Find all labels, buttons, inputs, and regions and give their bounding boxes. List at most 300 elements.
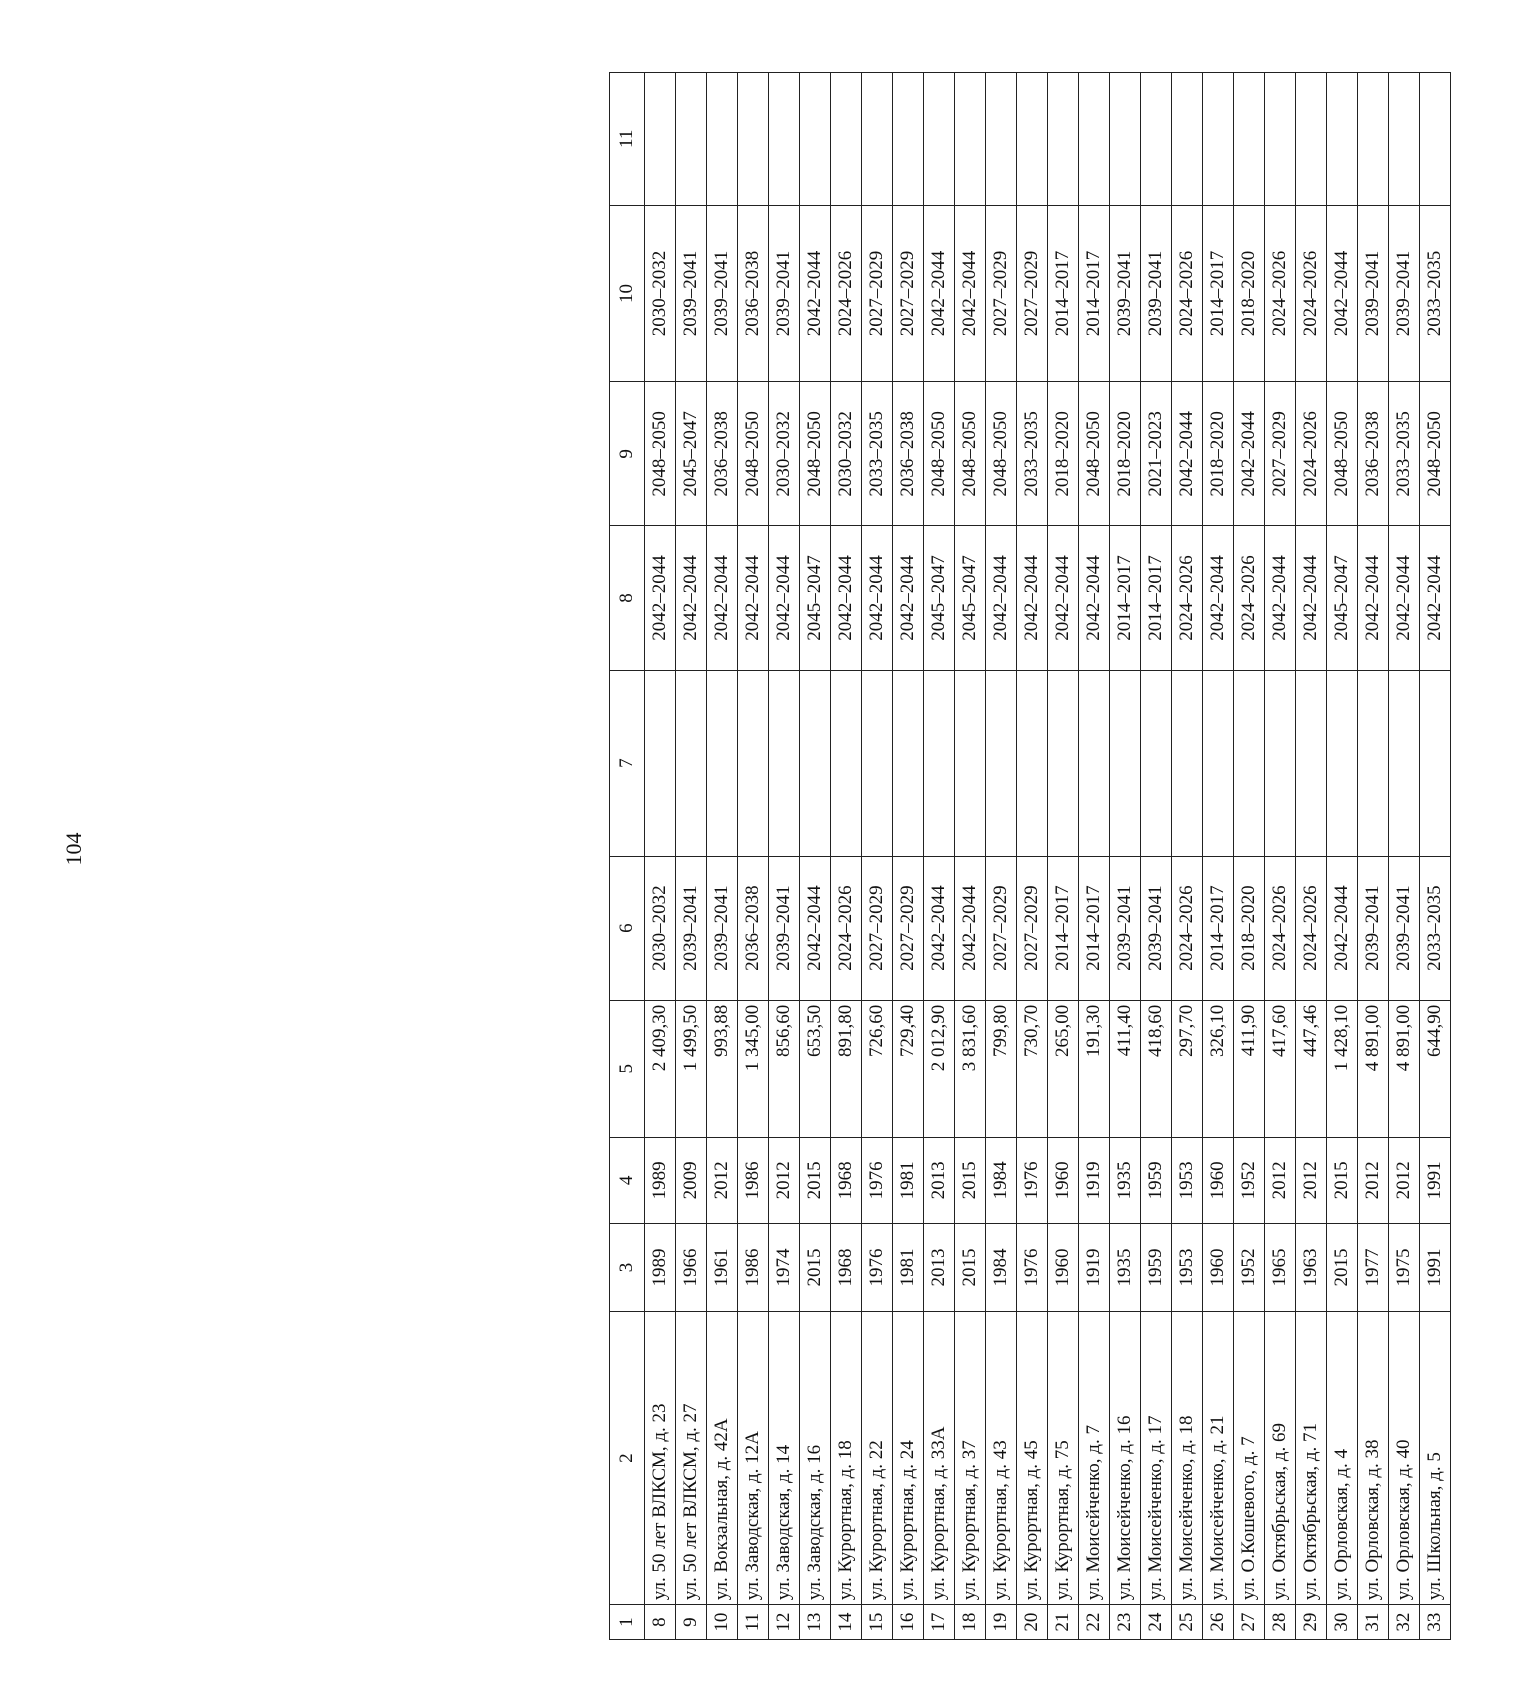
cell-address: ул. Орловская, д. 38 bbox=[1358, 1312, 1389, 1605]
table-row bbox=[1141, 73, 1172, 1640]
cell-area: 3 831,60 bbox=[955, 1000, 986, 1137]
cell-col-11 bbox=[1172, 73, 1203, 206]
cell-period-9: 2036–2038 bbox=[707, 382, 738, 526]
cell-row-number: 26 bbox=[1203, 1605, 1234, 1640]
cell-row-number: 24 bbox=[1141, 1605, 1172, 1640]
cell-period-6: 2024–2026 bbox=[1265, 856, 1296, 1000]
cell-period-9: 2042–2044 bbox=[1172, 382, 1203, 526]
cell-period-9: 2048–2050 bbox=[1079, 382, 1110, 526]
cell-year-built: 1963 bbox=[1296, 1223, 1327, 1311]
cell-period-10: 2039–2041 bbox=[1389, 205, 1420, 382]
cell-area: 1 428,10 bbox=[1327, 1000, 1358, 1137]
cell-area: 297,70 bbox=[1172, 1000, 1203, 1137]
cell-year-built: 1965 bbox=[1265, 1223, 1296, 1311]
cell-area: 2 409,30 bbox=[645, 1000, 676, 1137]
cell-year-renovated: 1919 bbox=[1079, 1137, 1110, 1223]
cell-period-10: 2042–2044 bbox=[924, 205, 955, 382]
cell-address: ул. Заводская, д. 12А bbox=[738, 1312, 769, 1605]
cell-period-8: 2042–2044 bbox=[645, 526, 676, 670]
table-row bbox=[1017, 73, 1048, 1640]
cell-year-built: 1977 bbox=[1358, 1223, 1389, 1311]
table-row bbox=[1110, 73, 1141, 1640]
cell-period-6: 2030–2032 bbox=[645, 856, 676, 1000]
column-header-8: 8 bbox=[610, 526, 645, 670]
cell-year-built: 1959 bbox=[1141, 1223, 1172, 1311]
cell-col-11 bbox=[1420, 73, 1451, 206]
cell-area: 653,50 bbox=[800, 1000, 831, 1137]
cell-col-7 bbox=[986, 670, 1017, 856]
cell-period-9: 2045–2047 bbox=[676, 382, 707, 526]
cell-period-9: 2030–2032 bbox=[831, 382, 862, 526]
header-row bbox=[610, 73, 645, 1640]
cell-period-9: 2048–2050 bbox=[955, 382, 986, 526]
cell-period-10: 2039–2041 bbox=[1110, 205, 1141, 382]
cell-period-8: 2042–2044 bbox=[707, 526, 738, 670]
cell-row-number: 8 bbox=[645, 1605, 676, 1640]
column-header-3: 3 bbox=[610, 1223, 645, 1311]
cell-area: 1 499,50 bbox=[676, 1000, 707, 1137]
cell-period-6: 2042–2044 bbox=[955, 856, 986, 1000]
cell-row-number: 25 bbox=[1172, 1605, 1203, 1640]
column-header-4: 4 bbox=[610, 1137, 645, 1223]
cell-address: ул. Курортная, д. 18 bbox=[831, 1312, 862, 1605]
cell-year-built: 1975 bbox=[1389, 1223, 1420, 1311]
cell-period-6: 2039–2041 bbox=[676, 856, 707, 1000]
cell-period-8: 2042–2044 bbox=[738, 526, 769, 670]
cell-period-9: 2048–2050 bbox=[924, 382, 955, 526]
cell-period-8: 2042–2044 bbox=[1420, 526, 1451, 670]
cell-col-11 bbox=[1079, 73, 1110, 206]
cell-period-9: 2018–2020 bbox=[1048, 382, 1079, 526]
cell-period-10: 2042–2044 bbox=[955, 205, 986, 382]
cell-period-6: 2024–2026 bbox=[831, 856, 862, 1000]
table-row bbox=[769, 73, 800, 1640]
cell-row-number: 13 bbox=[800, 1605, 831, 1640]
cell-year-built: 1991 bbox=[1420, 1223, 1451, 1311]
cell-year-built: 1989 bbox=[645, 1223, 676, 1311]
cell-period-6: 2042–2044 bbox=[800, 856, 831, 1000]
table-row bbox=[1420, 73, 1451, 1640]
cell-period-9: 2048–2050 bbox=[1420, 382, 1451, 526]
cell-period-9: 2048–2050 bbox=[738, 382, 769, 526]
cell-year-built: 1974 bbox=[769, 1223, 800, 1311]
cell-year-renovated: 1968 bbox=[831, 1137, 862, 1223]
cell-period-9: 2018–2020 bbox=[1110, 382, 1141, 526]
cell-year-built: 1986 bbox=[738, 1223, 769, 1311]
cell-area: 265,00 bbox=[1048, 1000, 1079, 1137]
cell-period-10: 2024–2026 bbox=[831, 205, 862, 382]
cell-year-renovated: 2012 bbox=[1358, 1137, 1389, 1223]
cell-col-11 bbox=[1265, 73, 1296, 206]
cell-address: ул. Моисейченко, д. 7 bbox=[1079, 1312, 1110, 1605]
cell-year-built: 1966 bbox=[676, 1223, 707, 1311]
cell-address: ул. Октябрьская, д. 71 bbox=[1296, 1312, 1327, 1605]
cell-year-built: 1984 bbox=[986, 1223, 1017, 1311]
cell-col-11 bbox=[862, 73, 893, 206]
cell-year-renovated: 1976 bbox=[862, 1137, 893, 1223]
cell-row-number: 22 bbox=[1079, 1605, 1110, 1640]
cell-col-11 bbox=[1017, 73, 1048, 206]
cell-col-7 bbox=[1389, 670, 1420, 856]
cell-address: ул. Курортная, д. 75 bbox=[1048, 1312, 1079, 1605]
column-header-10: 10 bbox=[610, 205, 645, 382]
cell-period-10: 2030–2032 bbox=[645, 205, 676, 382]
cell-period-9: 2024–2026 bbox=[1296, 382, 1327, 526]
cell-col-7 bbox=[1265, 670, 1296, 856]
cell-year-built: 2015 bbox=[800, 1223, 831, 1311]
cell-address: ул. Орловская, д. 4 bbox=[1327, 1312, 1358, 1605]
cell-period-10: 2018–2020 bbox=[1234, 205, 1265, 382]
cell-year-renovated: 2012 bbox=[769, 1137, 800, 1223]
cell-col-11 bbox=[1327, 73, 1358, 206]
table-row bbox=[955, 73, 986, 1640]
cell-period-9: 2033–2035 bbox=[1389, 382, 1420, 526]
cell-col-7 bbox=[1141, 670, 1172, 856]
cell-col-7 bbox=[1203, 670, 1234, 856]
cell-period-8: 2042–2044 bbox=[1265, 526, 1296, 670]
table-row bbox=[1265, 73, 1296, 1640]
cell-period-10: 2027–2029 bbox=[893, 205, 924, 382]
cell-period-6: 2042–2044 bbox=[924, 856, 955, 1000]
table-row bbox=[1327, 73, 1358, 1640]
cell-year-built: 1976 bbox=[1017, 1223, 1048, 1311]
cell-year-built: 1953 bbox=[1172, 1223, 1203, 1311]
cell-address: ул. Моисейченко, д. 17 bbox=[1141, 1312, 1172, 1605]
cell-row-number: 28 bbox=[1265, 1605, 1296, 1640]
cell-col-7 bbox=[1110, 670, 1141, 856]
cell-row-number: 16 bbox=[893, 1605, 924, 1640]
cell-col-7 bbox=[738, 670, 769, 856]
cell-col-7 bbox=[831, 670, 862, 856]
cell-address: ул. Курортная, д. 24 bbox=[893, 1312, 924, 1605]
cell-period-10: 2027–2029 bbox=[862, 205, 893, 382]
cell-col-7 bbox=[800, 670, 831, 856]
cell-address: ул. Заводская, д. 14 bbox=[769, 1312, 800, 1605]
cell-col-7 bbox=[1048, 670, 1079, 856]
cell-address: ул. О.Кошевого, д. 7 bbox=[1234, 1312, 1265, 1605]
cell-col-11 bbox=[1234, 73, 1265, 206]
cell-col-11 bbox=[738, 73, 769, 206]
cell-col-11 bbox=[924, 73, 955, 206]
cell-col-11 bbox=[769, 73, 800, 206]
cell-address: ул. Моисейченко, д. 16 bbox=[1110, 1312, 1141, 1605]
table-row bbox=[986, 73, 1017, 1640]
table-row bbox=[1234, 73, 1265, 1640]
cell-row-number: 15 bbox=[862, 1605, 893, 1640]
cell-period-8: 2042–2044 bbox=[1358, 526, 1389, 670]
cell-period-9: 2030–2032 bbox=[769, 382, 800, 526]
cell-period-8: 2042–2044 bbox=[676, 526, 707, 670]
cell-address: ул. Моисейченко, д. 21 bbox=[1203, 1312, 1234, 1605]
cell-year-renovated: 2013 bbox=[924, 1137, 955, 1223]
cell-period-6: 2024–2026 bbox=[1296, 856, 1327, 1000]
cell-area: 2 012,90 bbox=[924, 1000, 955, 1137]
table-row bbox=[893, 73, 924, 1640]
cell-address: ул. Курортная, д. 22 bbox=[862, 1312, 893, 1605]
cell-row-number: 30 bbox=[1327, 1605, 1358, 1640]
table-row bbox=[862, 73, 893, 1640]
cell-period-10: 2039–2041 bbox=[1141, 205, 1172, 382]
table-row bbox=[1389, 73, 1420, 1640]
cell-period-8: 2045–2047 bbox=[955, 526, 986, 670]
cell-address: ул. Вокзальная, д. 42А bbox=[707, 1312, 738, 1605]
cell-period-10: 2036–2038 bbox=[738, 205, 769, 382]
cell-area: 644,90 bbox=[1420, 1000, 1451, 1137]
cell-col-7 bbox=[924, 670, 955, 856]
cell-year-built: 2013 bbox=[924, 1223, 955, 1311]
cell-address: ул. Курортная, д. 43 bbox=[986, 1312, 1017, 1605]
column-header-5: 5 bbox=[610, 1000, 645, 1137]
cell-area: 1 345,00 bbox=[738, 1000, 769, 1137]
cell-year-built: 2015 bbox=[1327, 1223, 1358, 1311]
cell-period-10: 2042–2044 bbox=[800, 205, 831, 382]
cell-period-6: 2039–2041 bbox=[707, 856, 738, 1000]
cell-period-8: 2042–2044 bbox=[986, 526, 1017, 670]
cell-period-8: 2045–2047 bbox=[800, 526, 831, 670]
cell-period-10: 2042–2044 bbox=[1327, 205, 1358, 382]
cell-col-11 bbox=[1110, 73, 1141, 206]
cell-row-number: 21 bbox=[1048, 1605, 1079, 1640]
table-row bbox=[1172, 73, 1203, 1640]
cell-period-10: 2014–2017 bbox=[1048, 205, 1079, 382]
cell-period-8: 2042–2044 bbox=[831, 526, 862, 670]
cell-col-7 bbox=[955, 670, 986, 856]
table-row bbox=[676, 73, 707, 1640]
cell-period-6: 2036–2038 bbox=[738, 856, 769, 1000]
cell-year-renovated: 1935 bbox=[1110, 1137, 1141, 1223]
cell-area: 729,40 bbox=[893, 1000, 924, 1137]
cell-row-number: 17 bbox=[924, 1605, 955, 1640]
cell-year-renovated: 1986 bbox=[738, 1137, 769, 1223]
cell-year-renovated: 2015 bbox=[955, 1137, 986, 1223]
cell-area: 4 891,00 bbox=[1358, 1000, 1389, 1137]
cell-row-number: 31 bbox=[1358, 1605, 1389, 1640]
cell-row-number: 19 bbox=[986, 1605, 1017, 1640]
cell-year-built: 1960 bbox=[1203, 1223, 1234, 1311]
table-row bbox=[1296, 73, 1327, 1640]
cell-row-number: 33 bbox=[1420, 1605, 1451, 1640]
cell-period-9: 2033–2035 bbox=[862, 382, 893, 526]
table-row bbox=[1079, 73, 1110, 1640]
cell-year-renovated: 2012 bbox=[1265, 1137, 1296, 1223]
cell-year-renovated: 2012 bbox=[1389, 1137, 1420, 1223]
cell-period-10: 2027–2029 bbox=[986, 205, 1017, 382]
cell-area: 326,10 bbox=[1203, 1000, 1234, 1137]
cell-row-number: 14 bbox=[831, 1605, 862, 1640]
table-row bbox=[707, 73, 738, 1640]
cell-col-7 bbox=[645, 670, 676, 856]
cell-col-7 bbox=[769, 670, 800, 856]
cell-period-6: 2027–2029 bbox=[862, 856, 893, 1000]
cell-period-6: 2027–2029 bbox=[986, 856, 1017, 1000]
cell-year-built: 1981 bbox=[893, 1223, 924, 1311]
cell-period-8: 2042–2044 bbox=[769, 526, 800, 670]
cell-address: ул. Заводская, д. 16 bbox=[800, 1312, 831, 1605]
cell-period-8: 2042–2044 bbox=[1048, 526, 1079, 670]
cell-area: 417,60 bbox=[1265, 1000, 1296, 1137]
cell-row-number: 32 bbox=[1389, 1605, 1420, 1640]
cell-year-renovated: 2012 bbox=[1296, 1137, 1327, 1223]
column-header-2: 2 bbox=[610, 1312, 645, 1605]
cell-year-built: 2015 bbox=[955, 1223, 986, 1311]
cell-row-number: 11 bbox=[738, 1605, 769, 1640]
cell-col-7 bbox=[1327, 670, 1358, 856]
cell-col-7 bbox=[1358, 670, 1389, 856]
page-number: 104 bbox=[61, 832, 86, 866]
cell-area: 411,90 bbox=[1234, 1000, 1265, 1137]
cell-period-8: 2042–2044 bbox=[1017, 526, 1048, 670]
cell-row-number: 20 bbox=[1017, 1605, 1048, 1640]
cell-year-built: 1976 bbox=[862, 1223, 893, 1311]
cell-col-11 bbox=[1358, 73, 1389, 206]
cell-period-6: 2039–2041 bbox=[769, 856, 800, 1000]
cell-area: 726,60 bbox=[862, 1000, 893, 1137]
cell-year-renovated: 2012 bbox=[707, 1137, 738, 1223]
cell-period-10: 2027–2029 bbox=[1017, 205, 1048, 382]
table-row bbox=[1048, 73, 1079, 1640]
cell-period-6: 2018–2020 bbox=[1234, 856, 1265, 1000]
cell-col-7 bbox=[1234, 670, 1265, 856]
cell-col-11 bbox=[955, 73, 986, 206]
cell-col-11 bbox=[1048, 73, 1079, 206]
cell-col-11 bbox=[645, 73, 676, 206]
cell-col-11 bbox=[707, 73, 738, 206]
cell-period-6: 2027–2029 bbox=[893, 856, 924, 1000]
cell-col-7 bbox=[676, 670, 707, 856]
cell-year-renovated: 1984 bbox=[986, 1137, 1017, 1223]
cell-year-renovated: 1959 bbox=[1141, 1137, 1172, 1223]
cell-period-10: 2039–2041 bbox=[1358, 205, 1389, 382]
cell-area: 856,60 bbox=[769, 1000, 800, 1137]
cell-period-6: 2014–2017 bbox=[1203, 856, 1234, 1000]
cell-address: ул. 50 лет ВЛКСМ, д. 23 bbox=[645, 1312, 676, 1605]
cell-period-9: 2036–2038 bbox=[1358, 382, 1389, 526]
cell-col-7 bbox=[1172, 670, 1203, 856]
cell-period-10: 2039–2041 bbox=[769, 205, 800, 382]
cell-period-6: 2014–2017 bbox=[1048, 856, 1079, 1000]
column-header-1: 1 bbox=[610, 1605, 645, 1640]
cell-col-7 bbox=[707, 670, 738, 856]
cell-period-8: 2024–2026 bbox=[1234, 526, 1265, 670]
cell-year-renovated: 2015 bbox=[800, 1137, 831, 1223]
cell-col-11 bbox=[1296, 73, 1327, 206]
cell-year-built: 1952 bbox=[1234, 1223, 1265, 1311]
cell-period-9: 2048–2050 bbox=[645, 382, 676, 526]
cell-period-8: 2042–2044 bbox=[1079, 526, 1110, 670]
cell-period-8: 2042–2044 bbox=[1389, 526, 1420, 670]
cell-col-11 bbox=[1141, 73, 1172, 206]
cell-year-renovated: 1952 bbox=[1234, 1137, 1265, 1223]
cell-period-8: 2024–2026 bbox=[1172, 526, 1203, 670]
table-body bbox=[645, 73, 1451, 1640]
cell-area: 447,46 bbox=[1296, 1000, 1327, 1137]
cell-period-9: 2048–2050 bbox=[986, 382, 1017, 526]
cell-year-renovated: 1989 bbox=[645, 1137, 676, 1223]
cell-period-10: 2024–2026 bbox=[1296, 205, 1327, 382]
data-table bbox=[609, 72, 1451, 1640]
cell-year-renovated: 2015 bbox=[1327, 1137, 1358, 1223]
cell-period-9: 2042–2044 bbox=[1234, 382, 1265, 526]
cell-period-9: 2027–2029 bbox=[1265, 382, 1296, 526]
cell-year-built: 1919 bbox=[1079, 1223, 1110, 1311]
cell-period-10: 2014–2017 bbox=[1203, 205, 1234, 382]
cell-area: 411,40 bbox=[1110, 1000, 1141, 1137]
cell-year-built: 1960 bbox=[1048, 1223, 1079, 1311]
cell-period-10: 2033–2035 bbox=[1420, 205, 1451, 382]
cell-col-7 bbox=[862, 670, 893, 856]
cell-address: ул. Курортная, д. 37 bbox=[955, 1312, 986, 1605]
column-header-6: 6 bbox=[610, 856, 645, 1000]
cell-period-8: 2045–2047 bbox=[924, 526, 955, 670]
cell-row-number: 29 bbox=[1296, 1605, 1327, 1640]
cell-period-6: 2042–2044 bbox=[1327, 856, 1358, 1000]
cell-period-8: 2042–2044 bbox=[1203, 526, 1234, 670]
cell-year-renovated: 1976 bbox=[1017, 1137, 1048, 1223]
column-header-9: 9 bbox=[610, 382, 645, 526]
table-row bbox=[645, 73, 676, 1640]
cell-address: ул. Орловская, д. 40 bbox=[1389, 1312, 1420, 1605]
cell-period-10: 2024–2026 bbox=[1265, 205, 1296, 382]
cell-period-6: 2039–2041 bbox=[1358, 856, 1389, 1000]
cell-row-number: 10 bbox=[707, 1605, 738, 1640]
cell-col-7 bbox=[1420, 670, 1451, 856]
cell-period-8: 2045–2047 bbox=[1327, 526, 1358, 670]
cell-period-8: 2014–2017 bbox=[1141, 526, 1172, 670]
cell-period-9: 2018–2020 bbox=[1203, 382, 1234, 526]
table-row bbox=[800, 73, 831, 1640]
cell-address: ул. 50 лет ВЛКСМ, д. 27 bbox=[676, 1312, 707, 1605]
cell-period-8: 2042–2044 bbox=[862, 526, 893, 670]
cell-address: ул. Моисейченко, д. 18 bbox=[1172, 1312, 1203, 1605]
cell-period-10: 2024–2026 bbox=[1172, 205, 1203, 382]
cell-period-9: 2021–2023 bbox=[1141, 382, 1172, 526]
cell-period-8: 2014–2017 bbox=[1110, 526, 1141, 670]
cell-row-number: 27 bbox=[1234, 1605, 1265, 1640]
table-row bbox=[924, 73, 955, 1640]
cell-period-6: 2039–2041 bbox=[1141, 856, 1172, 1000]
cell-area: 191,30 bbox=[1079, 1000, 1110, 1137]
cell-area: 993,88 bbox=[707, 1000, 738, 1137]
cell-year-built: 1968 bbox=[831, 1223, 862, 1311]
cell-period-6: 2039–2041 bbox=[1389, 856, 1420, 1000]
cell-address: ул. Курортная, д. 45 bbox=[1017, 1312, 1048, 1605]
cell-col-7 bbox=[1296, 670, 1327, 856]
cell-period-6: 2033–2035 bbox=[1420, 856, 1451, 1000]
cell-period-6: 2027–2029 bbox=[1017, 856, 1048, 1000]
cell-period-9: 2048–2050 bbox=[800, 382, 831, 526]
cell-row-number: 23 bbox=[1110, 1605, 1141, 1640]
table-row bbox=[831, 73, 862, 1640]
cell-col-7 bbox=[1079, 670, 1110, 856]
cell-col-11 bbox=[986, 73, 1017, 206]
cell-period-6: 2024–2026 bbox=[1172, 856, 1203, 1000]
table-row bbox=[738, 73, 769, 1640]
cell-col-7 bbox=[1017, 670, 1048, 856]
cell-col-11 bbox=[831, 73, 862, 206]
cell-col-11 bbox=[1203, 73, 1234, 206]
cell-col-7 bbox=[893, 670, 924, 856]
cell-year-renovated: 1960 bbox=[1048, 1137, 1079, 1223]
table-row bbox=[1358, 73, 1389, 1640]
column-header-11: 11 bbox=[610, 73, 645, 206]
cell-year-renovated: 2009 bbox=[676, 1137, 707, 1223]
cell-year-renovated: 1991 bbox=[1420, 1137, 1451, 1223]
cell-period-8: 2042–2044 bbox=[893, 526, 924, 670]
cell-area: 418,60 bbox=[1141, 1000, 1172, 1137]
cell-address: ул. Курортная, д. 33А bbox=[924, 1312, 955, 1605]
cell-period-8: 2042–2044 bbox=[1296, 526, 1327, 670]
column-header-7: 7 bbox=[610, 670, 645, 856]
